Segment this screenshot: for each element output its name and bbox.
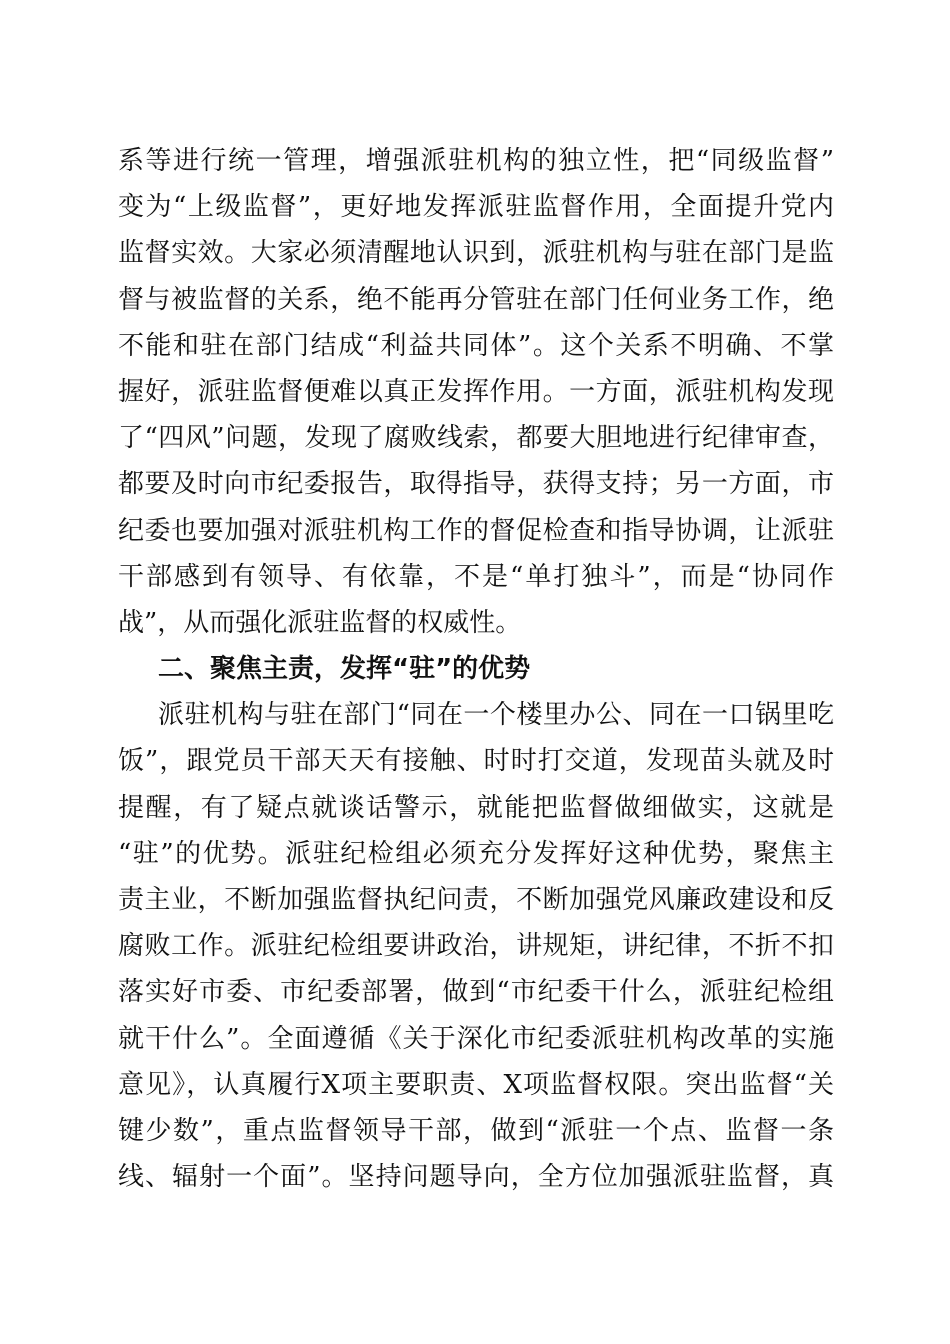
- paragraph-line: 派驻机构与驻在部门“同在一个楼里办公、同在一口锅里吃: [158, 700, 834, 731]
- paragraph-line: 就干什么”。全面遵循《关于深化市纪委派驻机构改革的实施: [118, 1023, 834, 1054]
- paragraph-line: 系等进行统一管理，增强派驻机构的独立性，把“同级监督”: [118, 146, 834, 176]
- paragraph-line: 战”，从而强化派驻监督的权威性。: [118, 607, 522, 638]
- paragraph-line: 监督实效。大家必须清醒地认识到，派驻机构与驻在部门是监: [118, 238, 834, 269]
- paragraph-line: 纪委也要加强对派驻机构工作的督促检查和指导协调，让派驻: [118, 515, 834, 546]
- paragraph-line: 线、辐射一个面”。坚持问题导向，全方位加强派驻监督，真: [118, 1162, 834, 1193]
- paragraph-line: 了“四风”问题，发现了腐败线索，都要大胆地进行纪律审查，: [118, 423, 834, 454]
- paragraph-line: 键少数”，重点监督领导干部，做到“派驻一个点、监督一条: [118, 1115, 834, 1146]
- paragraph-line: “驻”的优势。派驻纪检组必须充分发挥好这种优势，聚焦主: [118, 838, 834, 869]
- paragraph-line: 饭”，跟党员干部天天有接触、时时打交道，发现苗头就及时: [118, 746, 834, 777]
- paragraph-line: 握好，派驻监督便难以真正发挥作用。一方面，派驻机构发现: [118, 376, 834, 407]
- paragraph-line: 变为“上级监督”，更好地发挥派驻监督作用，全面提升党内: [118, 192, 834, 223]
- section-heading: 二、聚焦主责，发挥“驻”的优势: [158, 654, 531, 685]
- paragraph-line: 意见》，认真履行X项主要职责、X项监督权限。突出监督“关: [118, 1069, 834, 1100]
- paragraph-line: 腐败工作。派驻纪检组要讲政治，讲规矩，讲纪律，不折不扣: [118, 931, 834, 962]
- paragraph-line: 都要及时向市纪委报告，取得指导，获得支持；另一方面，市: [118, 469, 834, 500]
- paragraph-line: 干部感到有领导、有依靠，不是“单打独斗”，而是“协同作: [118, 561, 834, 592]
- paragraph-line: 提醒，有了疑点就谈话警示，就能把监督做细做实，这就是: [118, 792, 834, 823]
- paragraph-line: 不能和驻在部门结成“利益共同体”。这个关系不明确、不掌: [118, 330, 834, 361]
- paragraph-line: 督与被监督的关系，绝不能再分管驻在部门任何业务工作，绝: [118, 284, 834, 315]
- document-body: [118, 138, 834, 1200]
- paragraph-line: 落实好市委、市纪委部署，做到“市纪委干什么，派驻纪检组: [118, 977, 834, 1008]
- paragraph-line: 责主业，不断加强监督执纪问责，不断加强党风廉政建设和反: [118, 885, 834, 915]
